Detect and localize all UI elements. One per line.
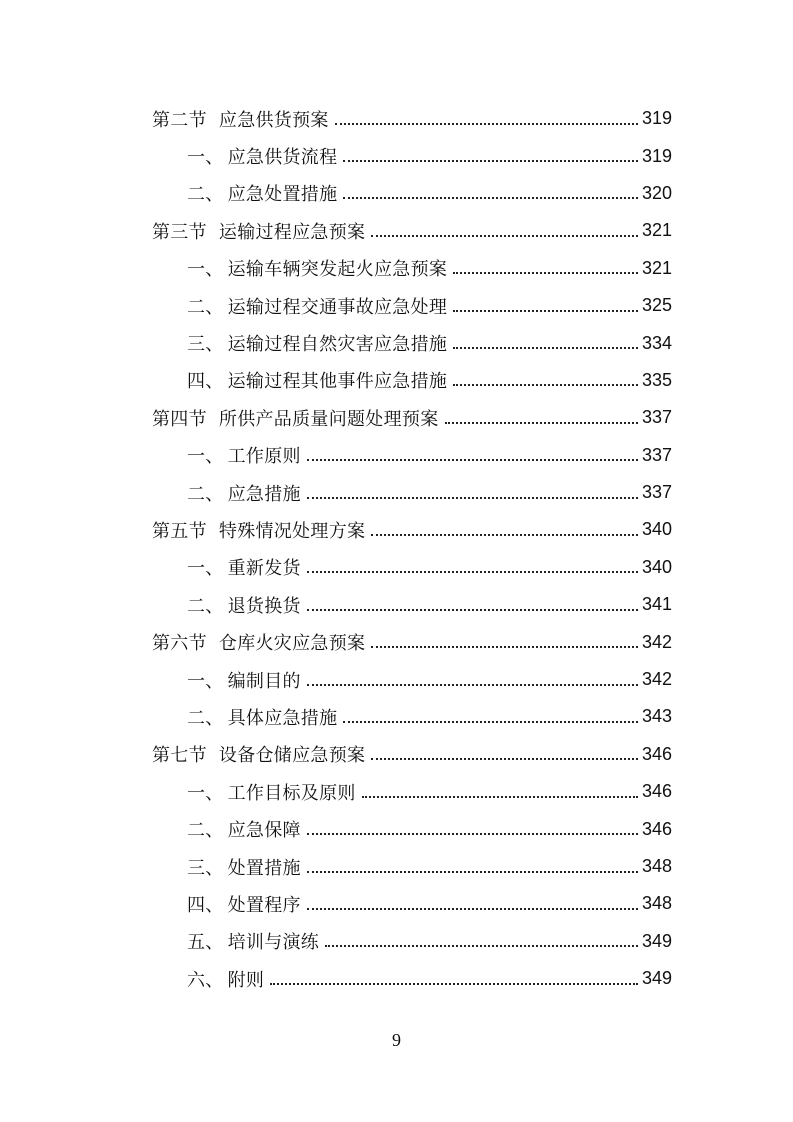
toc-entry-number: 一、 — [187, 670, 224, 692]
table-of-contents — [0, 100, 793, 997]
toc-entry-title: 重新发货 — [227, 558, 301, 580]
toc-entry[interactable] — [0, 623, 793, 660]
dot-leader — [307, 459, 638, 461]
toc-entry-title: 处置程序 — [227, 894, 301, 916]
toc-entry[interactable] — [0, 212, 793, 249]
toc-entry[interactable] — [0, 511, 793, 548]
toc-entry-page: 346 — [641, 781, 672, 802]
toc-entry-title: 应急供货流程 — [227, 147, 338, 169]
toc-entry-title: 具体应急措施 — [227, 707, 338, 729]
toc-entry-number: 第三节 — [152, 221, 207, 243]
dot-leader — [453, 272, 638, 274]
toc-entry-number: 第二节 — [152, 109, 207, 131]
toc-entry-number: 六、 — [187, 969, 224, 991]
toc-entry-number: 三、 — [187, 334, 224, 356]
toc-entry-title: 运输过程应急预案 — [218, 221, 366, 243]
toc-entry-label — [187, 816, 301, 842]
dot-leader — [371, 758, 638, 760]
toc-entry-number: 一、 — [187, 259, 224, 281]
toc-entry[interactable] — [0, 175, 793, 212]
toc-entry-page: 334 — [641, 332, 672, 353]
dot-leader — [371, 646, 638, 648]
dot-leader — [343, 197, 638, 199]
toc-entry[interactable] — [0, 474, 793, 511]
toc-entry-label — [187, 330, 447, 356]
toc-entry-page: 321 — [641, 220, 672, 241]
dot-leader — [307, 684, 638, 686]
toc-entry-page: 337 — [641, 444, 672, 465]
toc-entry[interactable] — [0, 885, 793, 922]
toc-entry-label — [152, 629, 365, 655]
toc-entry-page: 319 — [641, 108, 672, 129]
toc-entry-page: 340 — [641, 519, 672, 540]
toc-entry-title: 运输过程其他事件应急措施 — [227, 371, 448, 393]
toc-entry-title: 编制目的 — [227, 670, 301, 692]
toc-entry-title: 工作目标及原则 — [227, 782, 356, 804]
dot-leader — [343, 721, 638, 723]
toc-entry-page: 321 — [641, 257, 672, 278]
toc-entry-title: 设备仓储应急预案 — [218, 745, 366, 767]
dot-leader — [307, 571, 638, 573]
dot-leader — [371, 235, 638, 237]
toc-entry-number: 二、 — [187, 820, 224, 842]
toc-entry[interactable] — [0, 324, 793, 361]
toc-entry-page: 348 — [641, 893, 672, 914]
toc-entry[interactable] — [0, 810, 793, 847]
toc-entry[interactable] — [0, 549, 793, 586]
toc-entry-title: 仓库火灾应急预案 — [218, 633, 366, 655]
toc-entry[interactable] — [0, 848, 793, 885]
toc-entry-number: 二、 — [187, 296, 224, 318]
toc-entry-label — [187, 442, 301, 468]
toc-entry-label — [187, 667, 301, 693]
toc-entry[interactable] — [0, 773, 793, 810]
toc-entry-label — [152, 741, 365, 767]
toc-entry[interactable] — [0, 586, 793, 623]
dot-leader — [307, 609, 638, 611]
toc-entry-label — [187, 779, 356, 805]
toc-entry-page: 349 — [641, 930, 672, 951]
toc-entry-number: 二、 — [187, 707, 224, 729]
dot-leader — [453, 384, 638, 386]
toc-entry-title: 附则 — [227, 969, 265, 991]
toc-entry-title: 应急保障 — [227, 820, 301, 842]
toc-entry-number: 一、 — [187, 558, 224, 580]
toc-entry-title: 特殊情况处理方案 — [218, 520, 366, 542]
toc-entry-number: 第五节 — [152, 520, 207, 542]
toc-entry-number: 三、 — [187, 857, 224, 879]
toc-entry-label — [187, 143, 337, 169]
toc-entry[interactable] — [0, 736, 793, 773]
toc-entry-number: 第七节 — [152, 745, 207, 767]
toc-entry-label — [187, 592, 301, 618]
toc-entry-label — [187, 367, 447, 393]
dot-leader — [307, 833, 638, 835]
toc-entry[interactable] — [0, 100, 793, 137]
toc-entry-label — [152, 517, 365, 543]
toc-entry-page: 337 — [641, 482, 672, 503]
toc-entry-page: 325 — [641, 295, 672, 316]
toc-entry-number: 一、 — [187, 147, 224, 169]
toc-entry-page: 348 — [641, 856, 672, 876]
toc-entry-number: 二、 — [187, 483, 224, 505]
toc-entry-title: 运输过程自然灾害应急措施 — [227, 334, 448, 356]
toc-entry-label — [187, 966, 264, 992]
toc-entry-title: 应急处置措施 — [227, 184, 338, 206]
dot-leader — [453, 310, 638, 312]
toc-entry-label — [187, 704, 337, 730]
dot-leader — [362, 796, 638, 798]
toc-entry-label — [187, 554, 301, 580]
toc-entry[interactable] — [0, 287, 793, 324]
dot-leader — [445, 422, 638, 424]
toc-entry[interactable] — [0, 362, 793, 399]
toc-entry-page: 342 — [641, 669, 672, 690]
toc-entry-page: 349 — [641, 968, 672, 989]
dot-leader — [335, 123, 638, 125]
toc-entry-label — [187, 293, 447, 319]
toc-entry-title: 工作原则 — [227, 446, 301, 468]
dot-leader — [325, 945, 638, 947]
toc-entry-number: 一、 — [187, 782, 224, 804]
toc-entry[interactable] — [0, 137, 793, 174]
toc-entry-title: 所供产品质量问题处理预案 — [218, 408, 439, 430]
toc-entry-title: 应急措施 — [227, 483, 301, 505]
toc-entry-page: 335 — [641, 369, 672, 390]
toc-entry[interactable] — [0, 399, 793, 436]
toc-entry-number: 第六节 — [152, 633, 207, 655]
toc-entry-label — [187, 891, 301, 917]
dot-leader — [371, 534, 638, 536]
toc-entry-page: 341 — [641, 594, 672, 615]
dot-leader — [307, 908, 638, 910]
toc-entry-label — [152, 218, 365, 244]
dot-leader — [270, 983, 638, 985]
toc-entry-title: 运输过程交通事故应急处理 — [227, 296, 448, 318]
toc-entry[interactable] — [0, 698, 793, 735]
toc-entry-page: 337 — [641, 407, 672, 428]
dot-leader — [307, 871, 638, 873]
toc-entry[interactable] — [0, 960, 793, 997]
toc-entry-page: 320 — [641, 182, 672, 203]
toc-entry-number: 二、 — [187, 595, 224, 617]
toc-entry-title: 运输车辆突发起火应急预案 — [227, 259, 448, 281]
toc-entry-number: 四、 — [187, 894, 224, 916]
toc-entry-number: 第四节 — [152, 408, 207, 430]
toc-entry-title: 退货换货 — [227, 595, 301, 617]
page-number: 9 — [392, 1030, 401, 1050]
toc-entry[interactable] — [0, 661, 793, 698]
dot-leader — [343, 160, 638, 162]
dot-leader — [307, 497, 638, 499]
toc-entry[interactable] — [0, 923, 793, 960]
toc-entry-label — [187, 854, 301, 880]
toc-entry-number: 四、 — [187, 371, 224, 393]
toc-entry-title: 处置措施 — [227, 857, 301, 879]
toc-entry-label — [187, 255, 447, 281]
dot-leader — [453, 347, 638, 349]
toc-entry-page: 346 — [641, 818, 672, 839]
toc-entry-number: 五、 — [187, 932, 224, 954]
toc-entry[interactable] — [0, 250, 793, 287]
toc-entry-page: 342 — [641, 631, 672, 652]
toc-entry-page: 343 — [641, 706, 672, 727]
toc-entry-page: 319 — [641, 145, 672, 166]
toc-entry[interactable] — [0, 437, 793, 474]
toc-entry-number: 二、 — [187, 184, 224, 206]
toc-entry-label — [152, 106, 329, 132]
toc-entry-label — [187, 480, 301, 506]
toc-entry-page: 340 — [641, 556, 672, 577]
toc-entry-number: 一、 — [187, 446, 224, 468]
toc-entry-title: 应急供货预案 — [218, 109, 329, 131]
toc-entry-label — [152, 405, 439, 431]
toc-entry-label — [187, 928, 319, 954]
toc-entry-page: 346 — [641, 743, 672, 764]
toc-entry-title: 培训与演练 — [227, 932, 320, 954]
toc-entry-label — [187, 180, 337, 206]
